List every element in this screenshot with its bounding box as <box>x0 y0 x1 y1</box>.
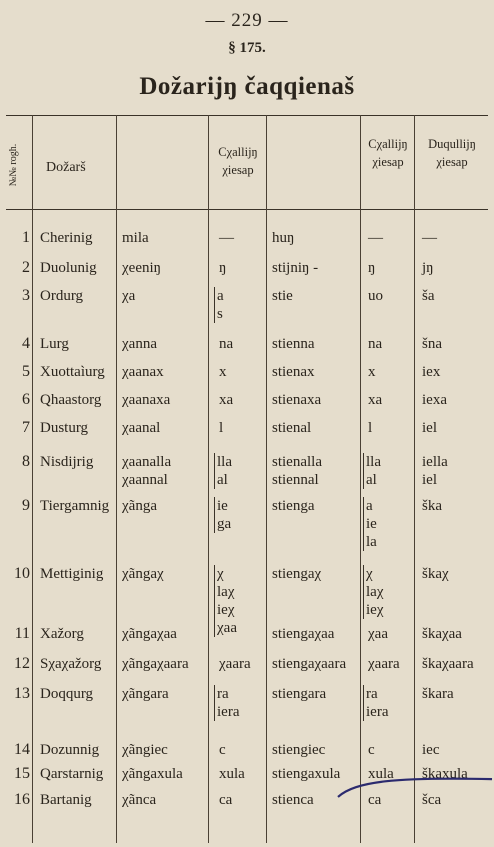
row-number: 6 <box>22 391 30 408</box>
suffix-col6 <box>422 419 437 437</box>
case-form: χãngara <box>122 686 169 702</box>
suffix-col3 <box>219 335 233 353</box>
suffix-col3 <box>219 453 232 489</box>
page-number: — 229 — <box>205 10 289 31</box>
suffix-col3-line: χaara <box>219 656 251 672</box>
row-number: 5 <box>22 363 30 380</box>
table-top-rule <box>6 115 488 116</box>
suffix-col3-line: lla <box>217 454 232 470</box>
suffix-col5 <box>368 363 376 381</box>
stem-form-line: stienga <box>272 498 315 514</box>
case-name: Dusturg <box>40 420 89 436</box>
stem-form-line: stienca <box>272 792 314 808</box>
stem-form <box>272 391 321 409</box>
stem-form-line: stienax <box>272 364 315 380</box>
suffix-col6 <box>422 565 449 583</box>
suffix-col6 <box>422 741 439 759</box>
row-number: 11 <box>14 625 30 642</box>
suffix-col3-line: iera <box>217 704 240 720</box>
suffix-col5 <box>368 335 382 353</box>
header-col6 <box>416 135 488 171</box>
header-name: Dožarš <box>46 160 86 175</box>
suffix-col5 <box>368 259 375 277</box>
suffix-col6 <box>422 229 437 247</box>
suffix-col5-line: na <box>368 336 383 352</box>
case-form: χãngiec <box>122 742 168 758</box>
suffix-col6-line: šca <box>422 792 442 808</box>
suffix-col3 <box>219 363 227 381</box>
suffix-col3-line: l <box>219 420 224 436</box>
suffix-col6-line: — <box>422 230 437 246</box>
suffix-col5-line: lla <box>366 454 381 470</box>
case-form: mila <box>122 230 149 246</box>
suffix-col3 <box>219 685 239 721</box>
suffix-col3 <box>219 287 224 323</box>
suffix-col5-line: c <box>368 742 375 758</box>
stem-form-line: stiengaχaara <box>272 656 347 672</box>
suffix-col3-line: χ <box>217 566 224 582</box>
suffix-col6 <box>422 259 434 277</box>
suffix-col5-line: al <box>366 472 377 488</box>
stem-form <box>272 765 340 783</box>
case-form: χãnga <box>122 498 157 514</box>
suffix-col5-line: laχ <box>366 584 384 600</box>
case-form: χãngaxula <box>122 766 183 782</box>
stem-form <box>272 565 321 583</box>
case-form-line: χaanalla <box>122 454 172 470</box>
suffix-col5 <box>368 741 375 759</box>
suffix-col6 <box>422 685 454 703</box>
suffix-col3-line: a <box>217 288 224 304</box>
case-name: Doqqurg <box>40 686 94 702</box>
stem-form <box>272 419 311 437</box>
row-number: 8 <box>22 453 30 470</box>
suffix-col3-line: ie <box>217 498 228 514</box>
suffix-col6-line: jŋ <box>422 260 434 276</box>
stem-form-line: stie <box>272 288 293 304</box>
row-number: 10 <box>14 565 30 582</box>
case-name: Xuottaìurg <box>40 364 105 380</box>
suffix-col6 <box>422 287 435 305</box>
stem-form <box>272 335 315 353</box>
suffix-col3 <box>219 791 232 809</box>
row-number: 9 <box>22 497 30 514</box>
suffix-col5-line: a <box>366 498 373 514</box>
case-form: χa <box>122 288 136 304</box>
stem-form-line: stienna <box>272 336 315 352</box>
suffix-col3-line: χaa <box>217 620 237 636</box>
suffix-col3-line: xula <box>219 766 245 782</box>
case-form: χaanax <box>122 364 164 380</box>
header-col5 <box>362 135 414 171</box>
stem-form-line: huŋ <box>272 230 295 246</box>
suffix-col3 <box>219 419 223 437</box>
case-name: Lurg <box>40 336 69 352</box>
suffix-col3 <box>219 565 237 637</box>
suffix-col3-line: na <box>219 336 234 352</box>
stem-form <box>272 229 294 247</box>
row-number: 1 <box>22 229 30 246</box>
suffix-col3 <box>219 741 226 759</box>
header-col3-line1: Cχallijŋ <box>218 145 258 159</box>
stem-form-line: stiengara <box>272 686 327 702</box>
pen-mark <box>336 775 494 801</box>
suffix-col5-line: χ <box>366 566 373 582</box>
row-number: 12 <box>14 655 30 672</box>
stem-form-line: stiengaχ <box>272 566 322 582</box>
section-heading: § 175. <box>228 40 266 56</box>
suffix-col3-line: al <box>217 472 228 488</box>
suffix-col5 <box>368 565 383 619</box>
case-form: χeeniŋ <box>122 260 162 276</box>
stem-form-line: stienaxa <box>272 392 322 408</box>
suffix-col6-line: ška <box>422 498 442 514</box>
suffix-col5 <box>368 391 382 409</box>
header-col5-line1: Cχallijŋ <box>368 137 408 151</box>
row-number: 2 <box>22 259 30 276</box>
suffix-col5-line: χaa <box>368 626 388 642</box>
suffix-col6-line: škara <box>422 686 454 702</box>
stem-form <box>272 655 346 673</box>
suffix-col3 <box>219 765 245 783</box>
suffix-col3 <box>219 391 233 409</box>
case-form <box>122 453 171 489</box>
suffix-col6-line: iexa <box>422 392 447 408</box>
case-name: Mettiginig <box>40 566 104 582</box>
suffix-col6 <box>422 391 447 409</box>
column-divider <box>266 115 267 843</box>
row-number: 13 <box>14 685 30 702</box>
stem-form-line: stienal <box>272 420 312 436</box>
suffix-col3-line: ra <box>217 686 229 702</box>
suffix-col5-line: xa <box>368 392 383 408</box>
case-name: Qhaastorg <box>40 392 102 408</box>
case-name: Cherinig <box>40 230 93 246</box>
suffix-col5-line: ŋ <box>368 260 376 276</box>
stem-form <box>272 453 322 489</box>
column-divider <box>414 115 415 843</box>
suffix-col5 <box>368 625 388 643</box>
case-name: Qarstarnig <box>40 766 104 782</box>
suffix-col5 <box>368 287 383 305</box>
stem-form <box>272 741 325 759</box>
suffix-col6-line: ša <box>422 288 435 304</box>
stem-form-line: stiengaχaa <box>272 626 335 642</box>
suffix-col6-line: škaχ <box>422 566 449 582</box>
case-name: Ordurg <box>40 288 84 304</box>
suffix-col3 <box>219 229 234 247</box>
suffix-col5-line: xula <box>368 766 394 782</box>
stem-form <box>272 287 293 305</box>
header-col3 <box>210 143 266 179</box>
suffix-col6 <box>422 497 442 515</box>
suffix-col3-line: c <box>219 742 226 758</box>
suffix-col3-line: x <box>219 364 227 380</box>
case-form: χãngaχaa <box>122 626 177 642</box>
suffix-col3-line: ieχ <box>217 602 235 618</box>
suffix-col6 <box>422 625 462 643</box>
suffix-col3 <box>219 259 226 277</box>
case-name: Dozunnig <box>40 742 100 758</box>
suffix-col5-line: iera <box>366 704 389 720</box>
suffix-col6 <box>422 335 442 353</box>
case-name: Duolunig <box>40 260 97 276</box>
column-divider <box>360 115 361 843</box>
case-name: Sχaχažorg <box>40 656 102 672</box>
column-divider <box>32 115 33 843</box>
suffix-col6-line: šna <box>422 336 442 352</box>
suffix-col6-line: iec <box>422 742 440 758</box>
suffix-col5 <box>368 655 400 673</box>
suffix-col6 <box>422 453 448 489</box>
row-number: 4 <box>22 335 30 352</box>
stem-form <box>272 497 315 515</box>
suffix-col5-line: ra <box>366 686 378 702</box>
suffix-col3-line: ca <box>219 792 233 808</box>
suffix-col3-line: laχ <box>217 584 235 600</box>
stem-form <box>272 363 315 381</box>
case-form: χanna <box>122 336 157 352</box>
header-col6-line1: Duqullijŋ <box>428 137 476 151</box>
suffix-col6-line: škaxula <box>422 766 468 782</box>
suffix-col5 <box>368 685 388 721</box>
suffix-col3-line: s <box>217 306 223 322</box>
row-number: 16 <box>14 791 30 808</box>
column-divider <box>208 115 209 843</box>
row-number: 14 <box>14 741 30 758</box>
header-number: №№ rogh. <box>8 143 19 187</box>
header-col3-line2: χiesap <box>222 163 254 177</box>
suffix-col6 <box>422 363 440 381</box>
case-form-line: χaannal <box>122 472 168 488</box>
suffix-col5-line: x <box>368 364 376 380</box>
stem-form <box>272 259 318 277</box>
suffix-col5-line: l <box>368 420 373 436</box>
suffix-col3-line: xa <box>219 392 234 408</box>
suffix-col5-line: — <box>368 230 383 246</box>
case-name: Bartanig <box>40 792 92 808</box>
stem-form-line: stiengaxula <box>272 766 341 782</box>
row-number: 15 <box>14 765 30 782</box>
suffix-col3-line: — <box>219 230 234 246</box>
page-title: Dožarijŋ čaqqienaš <box>139 73 355 100</box>
case-form: χaanaxa <box>122 392 171 408</box>
case-form: χaanal <box>122 420 161 436</box>
suffix-col5 <box>368 453 381 489</box>
suffix-col3 <box>219 497 231 533</box>
header-col6-line2: χiesap <box>436 155 468 169</box>
case-form: χãnca <box>122 792 157 808</box>
suffix-col5-line: ieχ <box>366 602 384 618</box>
case-form: χãngaχ <box>122 566 164 582</box>
suffix-col6-line: iex <box>422 364 441 380</box>
suffix-col6-line: škaχaa <box>422 626 462 642</box>
stem-form <box>272 791 314 809</box>
suffix-col5-line: la <box>366 534 377 550</box>
suffix-col3-line: ŋ <box>219 260 227 276</box>
stem-form-line: stijniŋ - <box>272 260 319 276</box>
header-bottom-rule <box>6 209 488 210</box>
suffix-col5 <box>368 419 372 437</box>
row-number: 3 <box>22 287 30 304</box>
case-name: Nisdijrig <box>40 454 94 470</box>
stem-form-line: stiennal <box>272 472 319 488</box>
stem-form-line: stiengiec <box>272 742 326 758</box>
stem-form <box>272 625 334 643</box>
suffix-col6-line: iel <box>422 420 437 436</box>
suffix-col5-line: ca <box>368 792 382 808</box>
suffix-col5 <box>368 229 383 247</box>
suffix-col3 <box>219 655 251 673</box>
suffix-col6 <box>422 655 474 673</box>
suffix-col5-line: ie <box>366 516 377 532</box>
case-table <box>6 115 488 843</box>
case-name: Xažorg <box>40 626 84 642</box>
header-col5-line2: χiesap <box>372 155 404 169</box>
suffix-col6-line: iella <box>422 454 448 470</box>
case-form: χãngaχaara <box>122 656 189 672</box>
suffix-col6-line: iel <box>422 472 437 488</box>
case-name: Tiergamnig <box>40 498 110 514</box>
stem-form <box>272 685 326 703</box>
suffix-col5 <box>368 497 377 551</box>
suffix-col5-line: χaara <box>368 656 400 672</box>
row-number: 7 <box>22 419 30 436</box>
suffix-col3-line: ga <box>217 516 232 532</box>
suffix-col5-line: uo <box>368 288 383 304</box>
suffix-col6-line: škaχaara <box>422 656 474 672</box>
stem-form-line: stienalla <box>272 454 322 470</box>
column-divider <box>116 115 117 843</box>
